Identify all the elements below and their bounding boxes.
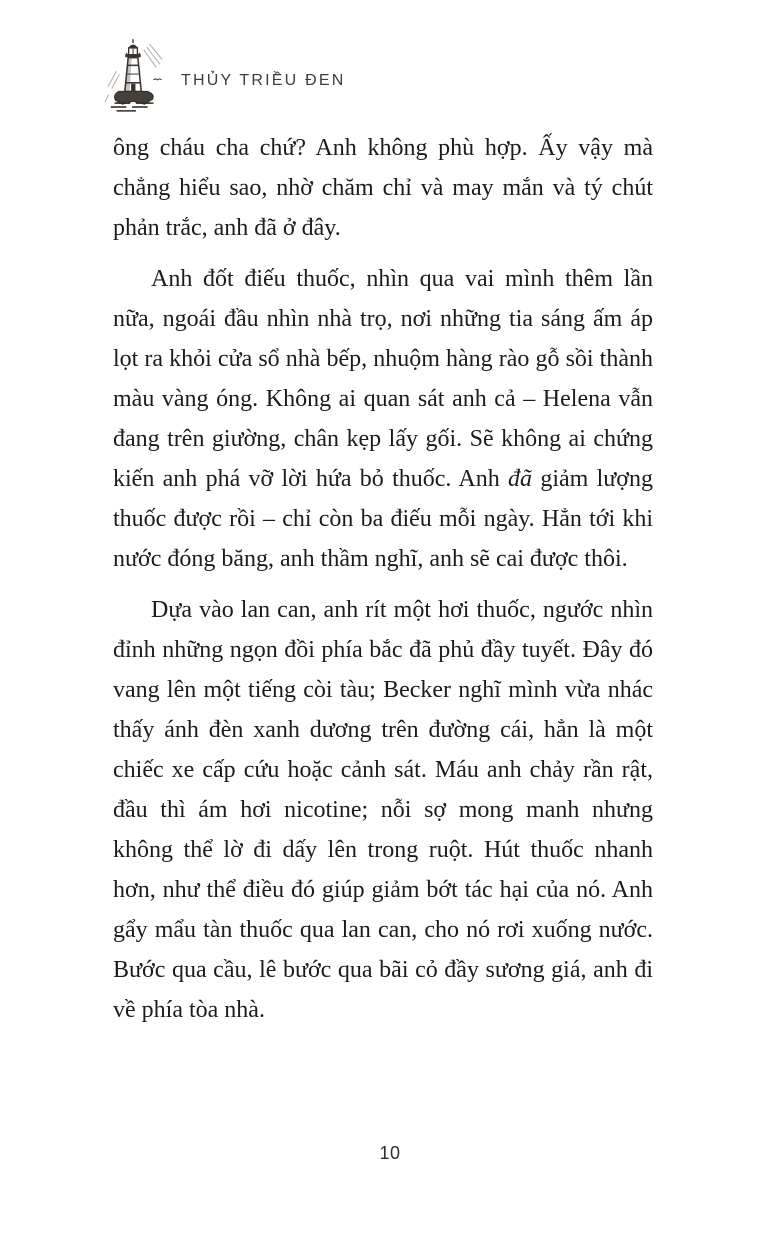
page-footer	[0, 1143, 780, 1164]
text-run: ông cháu cha chứ? Anh không phù hợp. Ấy vậy mà chẳng hiểu sao, nhờ chăm chỉ và may mắn và tý chút phản trắc, anh đã ở đây.	[113, 135, 653, 241]
text-run: giảm lượng thuốc được rồi – chỉ còn ba điếu mỗi ngày. Hẳn tới khi nước đóng băng, anh thầm nghĩ, anh sẽ cai được thôi.	[113, 466, 653, 572]
text-run: Dựa vào lan can, anh rít một hơi thuốc, ngước nhìn đỉnh những ngọn đồi phía bắc đã phủ đầy tuyết. Đây đó vang lên một tiếng còi tàu; Becker nghĩ mình vừa nhác thấy ánh đèn xanh dương trên đường cái, hẳn là một chiếc xe cấp cứu hoặc cảnh sát. Máu anh chảy rần rật, đầu thì ám hơi nicotine; nỗi sợ mong manh nhưng không thể lờ đi dấy lên trong ruột. Hút thuốc nhanh hơn, như thể điều đó giúp giảm bớt tác hại của nó. Anh gẩy mẩu tàn thuốc qua lan can, cho nó rơi xuống nước. Bước qua cầu, lê bước qua bãi cỏ đầy sương giá, anh đi về phía tòa nhà.	[113, 597, 653, 1023]
running-header	[103, 38, 345, 119]
book-title: THỦY TRIỀU ĐEN	[181, 71, 346, 89]
page-number: 10	[379, 1143, 401, 1163]
lighthouse-icon	[103, 38, 165, 119]
text-run-italic: đã	[508, 466, 533, 492]
paragraph	[113, 128, 653, 248]
paragraph	[113, 590, 653, 1030]
text-block	[113, 128, 653, 1041]
text-run: Anh đốt điếu thuốc, nhìn qua vai mình thêm lần nữa, ngoái đầu nhìn nhà trọ, nơi những tia sáng ấm áp lọt ra khỏi cửa sổ nhà bếp, nhuộm hàng rào gỗ sồi thành màu vàng óng. Không ai quan sát anh cả – Helena vẫn đang trên giường, chân kẹp lấy gối. Sẽ không ai chứng kiến anh phá vỡ lời hứa bỏ thuốc. Anh	[113, 266, 653, 492]
paragraph	[113, 259, 653, 579]
